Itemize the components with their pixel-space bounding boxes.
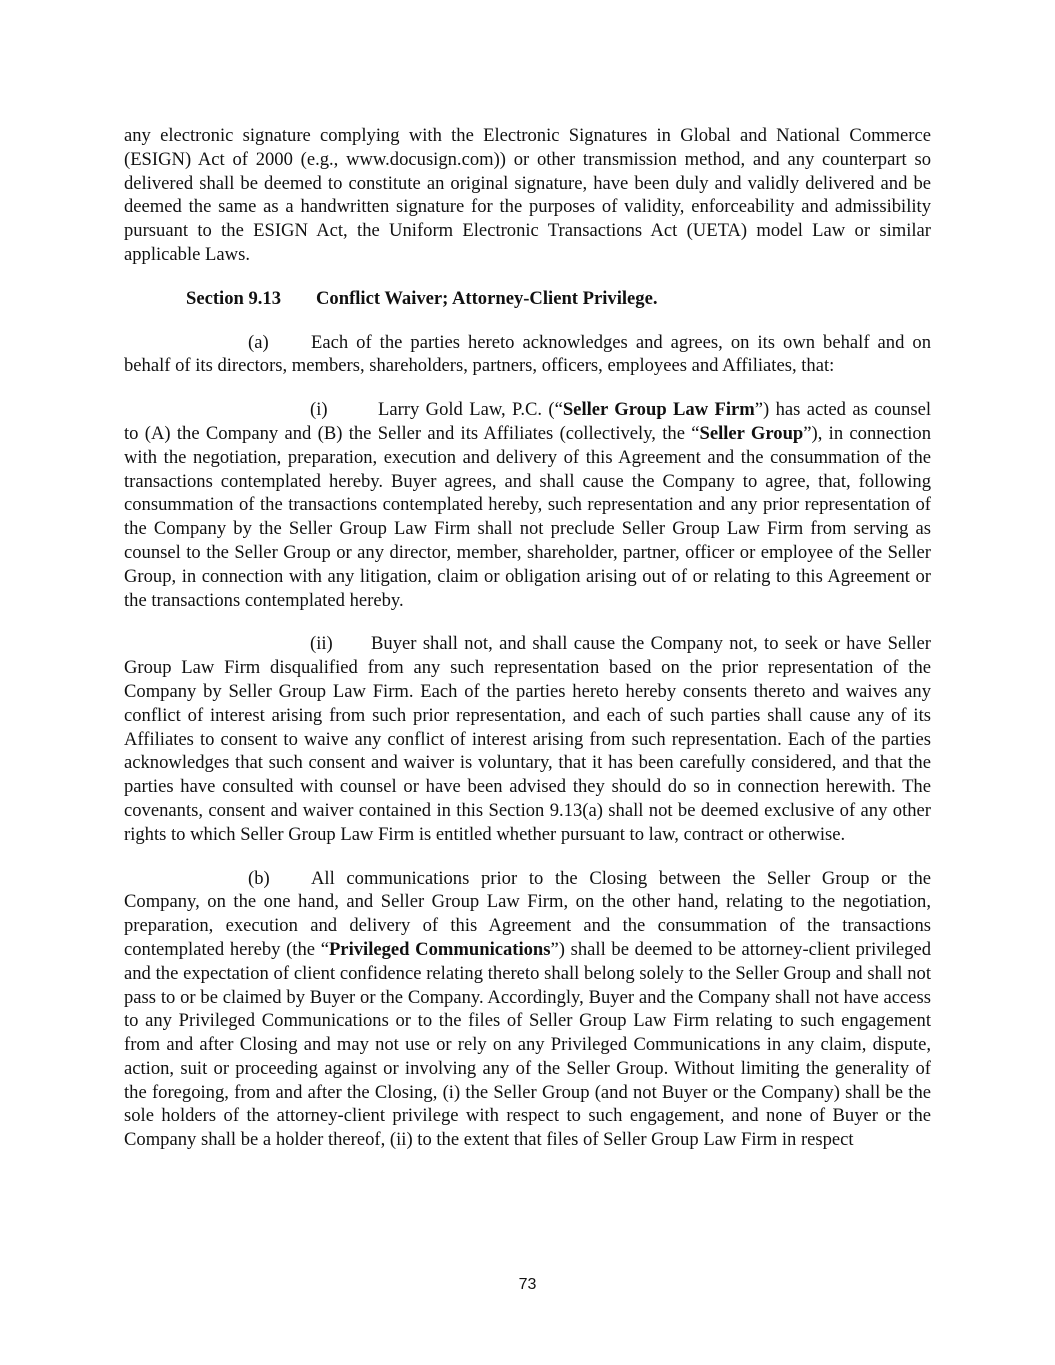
paragraph-i-label: (i) — [310, 399, 328, 421]
paragraph-a-text: Each of the parties hereto acknowledges and agrees, on its own behalf and on behalf of its directors, members, shareholders, partners, officers, employees and Affiliates, that: — [124, 331, 931, 377]
paragraph-i-text-3: ”), in connection with the negotiation, preparation, execution and delivery of this Agreement and the consummation of the transactions contemplated hereby. Buyer agrees, and shall cause the Company to agree, that, following consummation of the transactions contemplated hereby, such representation and any prior representation of the Company by the Seller Group Law Firm shall not preclude Seller Group Law Firm from serving as counsel to the Seller Group or any director, member, shareholder, partner, officer or employee of the Seller Group, in connection with any litigation, claim or obligation arising out of or relating to this Agreement or the transactions contemplated hereby. — [124, 422, 931, 611]
section-title: Conflict Waiver; Attorney-Client Privilege. — [316, 287, 658, 309]
paragraph-b — [124, 867, 931, 1153]
defined-term-seller-group-law-firm: Seller Group Law Firm — [562, 399, 755, 421]
paragraph-ii-label: (ii) — [310, 633, 333, 655]
paragraph-a-label: (a) — [248, 331, 269, 353]
paragraph-i — [124, 398, 931, 612]
paragraph-i-text-2: ”) has acted as counsel to (A) the Company and (B) the Seller and its Affiliates (collectively, the “ — [124, 399, 931, 444]
paragraph-ii — [124, 632, 931, 846]
section-number: Section 9.13 — [186, 287, 282, 309]
page-number: 73 — [518, 1276, 537, 1293]
defined-term-privileged-communications: Privileged Communications — [328, 938, 551, 960]
paragraph-b-label: (b) — [248, 867, 270, 889]
section-heading — [124, 287, 931, 311]
paragraph-b-text-1: All communications prior to the Closing between the Seller Group or the Company, on the one hand, and Seller Group Law Firm, on the other hand, relating to the negotiation, preparation, execution and delivery of this Agreement and the consummation of the transactions contemplated hereby (the “ — [124, 867, 931, 960]
continuation-paragraph: any electronic signature complying with the Electronic Signatures in Global and National Commerce (ESIGN) Act of 2000 (e.g., www.docusign.com)) or other transmission method, and any counterpart so delivered shall be deemed to constitute an original signature, have been duly and validly delivered and be deemed the same as a handwritten signature for the purposes of validity, enforceability and admissibility pursuant to the ESIGN Act, the Uniform Electronic Transactions Act (UETA) model Law or similar applicable Laws. — [124, 125, 931, 265]
defined-term-seller-group: Seller Group — [699, 422, 804, 444]
paragraph-b-text-2: ”) shall be deemed to be attorney-client privileged and the expectation of client confidence relating thereto shall belong solely to the Seller Group and shall not pass to or be claimed by Buyer or the Company. Accordingly, Buyer and the Company shall not have access to any Privileged Communications or to the files of Seller Group Law Firm relating to such engagement from and after Closing and may not use or rely on any Privileged Communications in any claim, dispute, action, suit or proceeding against or involving any of the Seller Group. Without limiting the generality of the foregoing, from and after the Closing, (i) the Seller Group (and not Buyer or the Company) shall be the sole holders of the attorney-client privilege with respect to such engagement, and none of Buyer or the Company shall be a holder thereof, (ii) to the extent that files of Seller Group Law Firm in respect — [124, 938, 931, 1151]
document-page — [124, 124, 931, 1152]
paragraph-a — [124, 331, 931, 379]
paragraph-ii-text: Buyer shall not, and shall cause the Company not, to seek or have Seller Group Law Firm disqualified from any such representation based on the prior representation of the Company by Seller Group Law Firm. Each of the parties hereto hereby consents thereto and waives any conflict of interest arising from such prior representation, and each of such parties shall cause any of its Affiliates to consent to waive any conflict of interest arising from such representation. Each of the parties acknowledges that such consent and waiver is voluntary, that it has been carefully considered, and that the parties have consulted with counsel or have been advised they should do so in connection herewith. The covenants, consent and waiver contained in this Section 9.13(a) shall not be deemed exclusive of any other rights to which Seller Group Law Firm is entitled whether pursuant to law, contract or otherwise. — [124, 633, 931, 845]
paragraph-i-text-1: Larry Gold Law, P.C. (“ — [378, 399, 563, 421]
